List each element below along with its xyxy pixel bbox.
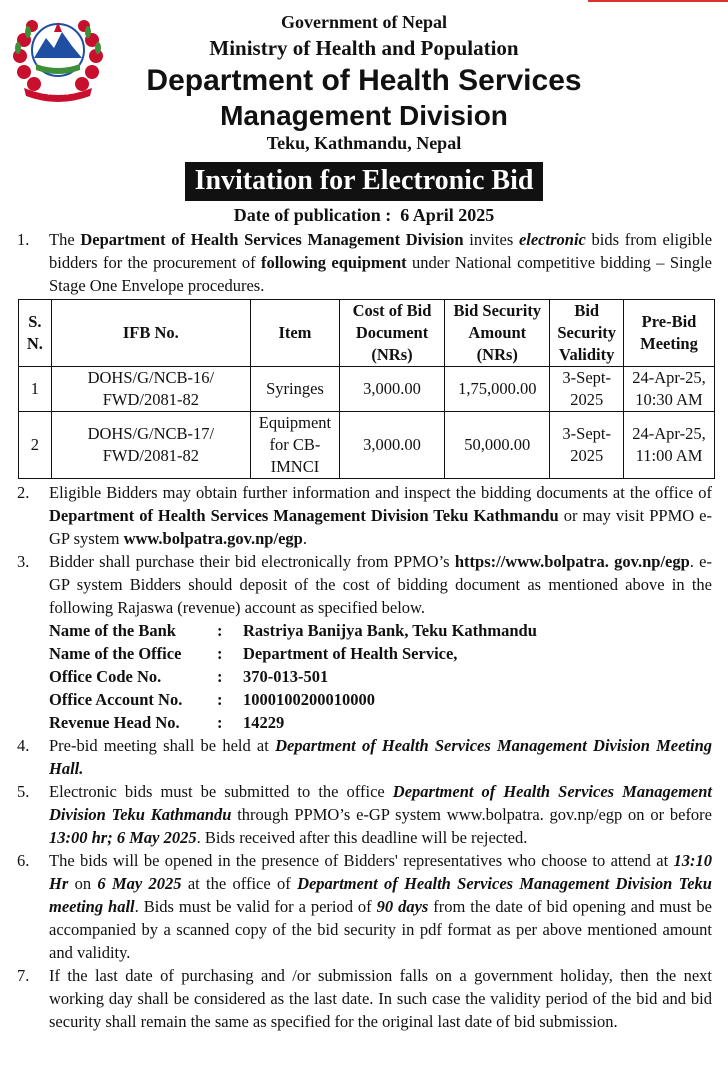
cell-ifb: DOHS/G/NCB-17/ FWD/2081-82 — [51, 412, 250, 479]
text: If the last date of purchasing and /or submission falls on a government holiday, then the next working day shall be considered as the last date. In such case the validity period of the bid and bid security shall remain the same as specified for the original last date of bid submission. — [49, 966, 712, 1031]
bank-value: 370-013-501 — [243, 667, 329, 686]
bold-italic-text: 13:00 hr; 6 May 2025 — [49, 828, 197, 847]
bank-detail-row — [49, 642, 712, 665]
col-header-validity: Bid Security Validity — [550, 300, 624, 367]
bold-italic-text: 13:10 Hr — [49, 851, 712, 893]
table-row — [19, 367, 715, 412]
text: or may visit PPMO e-GP system — [49, 506, 712, 548]
text: bids from eligible bidders for the procurement of — [49, 230, 713, 272]
text: invites — [463, 230, 519, 249]
bold-italic-text: Department of Health Services Management Division Teku meeting hall — [49, 874, 712, 916]
bold-italic-text: Department of Health Services Management Division Meeting Hall. — [49, 736, 712, 778]
svg-text:· · · · · ·: · · · · · · — [47, 92, 69, 99]
bold-italic-text: 90 days — [376, 897, 429, 916]
bank-detail-row — [49, 665, 712, 688]
bold-text: Department of Health Services Management Division — [80, 230, 464, 249]
text: . — [302, 529, 307, 548]
text: The bids will be opened in the presence of Bidders' representatives who choose to attend at — [49, 851, 674, 870]
bank-detail-row — [49, 688, 712, 711]
publication-date-label: Date of publication : — [233, 205, 392, 225]
col-header-cost: Cost of Bid Document (NRs) — [339, 300, 444, 367]
clause-7 — [14, 964, 712, 1033]
col-header-prebid: Pre-Bid Meeting — [624, 300, 715, 367]
cell-sn: 1 — [19, 367, 52, 412]
text: The — [49, 230, 81, 249]
clause-number: 3. — [17, 552, 30, 571]
bold-italic-text: 6 May 2025 — [97, 874, 182, 893]
cell-security: 50,000.00 — [445, 412, 550, 479]
text: . e-GP system Bidders should deposit of the cost of bidding document as mentioned above in the following Rajaswa (revenue) account as specified below. — [49, 552, 712, 617]
bank-value: Department of Health Service, — [243, 644, 458, 663]
text: through PPMO’s e-GP system www.bolpatra. gov.np/egp on or before — [231, 805, 713, 824]
table-header-row — [19, 300, 715, 367]
col-header-security: Bid Security Amount (NRs) — [445, 300, 550, 367]
bold-text: Department of Health Services Management Division Teku Kathmandu — [49, 506, 559, 525]
text: Electronic bids must be submitted to the office — [49, 782, 393, 801]
text: Pre-bid meeting shall be held at — [49, 736, 276, 755]
cell-ifb: DOHS/G/NCB-16/ FWD/2081-82 — [51, 367, 250, 412]
clause-number: 2. — [17, 483, 30, 502]
publication-date-value: 6 April 2025 — [400, 205, 495, 225]
title-banner-wrap — [0, 162, 728, 201]
text: . Bids must be valid for a period of — [134, 897, 377, 916]
cell-validity: 3-Sept- 2025 — [550, 412, 624, 479]
col-header-ifb: IFB No. — [51, 300, 250, 367]
bank-value: Rastriya Banijya Bank, Teku Kathmandu — [243, 621, 537, 640]
cell-item: Syringes — [250, 367, 339, 412]
cell-cost: 3,000.00 — [339, 367, 444, 412]
clause-6 — [14, 849, 712, 964]
text: on — [68, 874, 98, 893]
table-row — [19, 412, 715, 479]
cell-prebid: 24-Apr-25, 11:00 AM — [624, 412, 715, 479]
bank-separator: : — [217, 713, 223, 732]
clause-number: 1. — [17, 230, 30, 249]
col-header-sn: S. N. — [19, 300, 52, 367]
clause-number: 7. — [17, 966, 30, 985]
procurement-table — [18, 299, 715, 479]
bank-label: Name of the Bank — [49, 621, 176, 640]
cell-cost: 3,000.00 — [339, 412, 444, 479]
notice-title: Invitation for Electronic Bid — [185, 162, 544, 201]
text: Bidder shall purchase their bid electronically from PPMO’s — [49, 552, 455, 571]
bold-link-text: https://www.bolpatra. gov.np/egp — [454, 552, 690, 571]
clause-number: 4. — [17, 736, 30, 755]
ministry-heading: Ministry of Health and Population — [209, 36, 519, 60]
cell-security: 1,75,000.00 — [445, 367, 550, 412]
italic-text: electronic — [518, 230, 586, 249]
bold-link-text: www.bolpatra.gov.np/egp — [123, 529, 303, 548]
cell-prebid: 24-Apr-25, 10:30 AM — [624, 367, 715, 412]
address-line: Teku, Kathmandu, Nepal — [266, 133, 462, 153]
bank-label: Office Code No. — [49, 667, 162, 686]
bank-details — [14, 619, 712, 734]
bank-detail-row — [49, 711, 712, 734]
text: under National competitive bidding – Single Stage One Envelope procedures. — [49, 253, 712, 295]
text: at the office of — [181, 874, 298, 893]
clause-number: 5. — [17, 782, 30, 801]
notice-body — [14, 228, 712, 1033]
clause-4 — [14, 734, 712, 780]
bank-label: Revenue Head No. — [49, 713, 180, 732]
text: . Bids received after this deadline will be rejected. — [196, 828, 528, 847]
bank-separator: : — [217, 644, 223, 663]
bank-separator: : — [217, 621, 223, 640]
cell-validity: 3-Sept- 2025 — [550, 367, 624, 412]
text: Eligible Bidders may obtain further information and inspect the bidding documents at the office of — [49, 483, 712, 502]
publication-date — [0, 205, 728, 226]
bank-label: Office Account No. — [49, 690, 183, 709]
bank-separator: : — [217, 690, 223, 709]
bank-value: 14229 — [243, 713, 285, 732]
clause-2 — [14, 481, 712, 550]
bank-value: 1000100200010000 — [243, 690, 375, 709]
bank-separator: : — [217, 667, 223, 686]
clause-1 — [14, 228, 712, 297]
department-heading: Department of Health Services — [146, 64, 582, 97]
bold-text: following equipment — [260, 253, 407, 272]
top-red-rule — [588, 0, 728, 2]
cell-item: Equipment for CB-IMNCI — [250, 412, 339, 479]
clause-3 — [14, 550, 712, 619]
col-header-item: Item — [250, 300, 339, 367]
government-heading: Government of Nepal — [281, 12, 447, 32]
bold-italic-text: Department of Health Services Management Division Teku Kathmandu — [49, 782, 712, 824]
bank-detail-row — [49, 619, 712, 642]
text: from the date of bid opening and must be accompanied by a scanned copy of the bid security in pdf format as per above mentioned amount and validity. — [49, 897, 713, 962]
cell-sn: 2 — [19, 412, 52, 479]
clause-5 — [14, 780, 712, 849]
division-heading: Management Division — [220, 100, 508, 131]
bank-label: Name of the Office — [49, 644, 182, 663]
clause-number: 6. — [17, 851, 30, 870]
